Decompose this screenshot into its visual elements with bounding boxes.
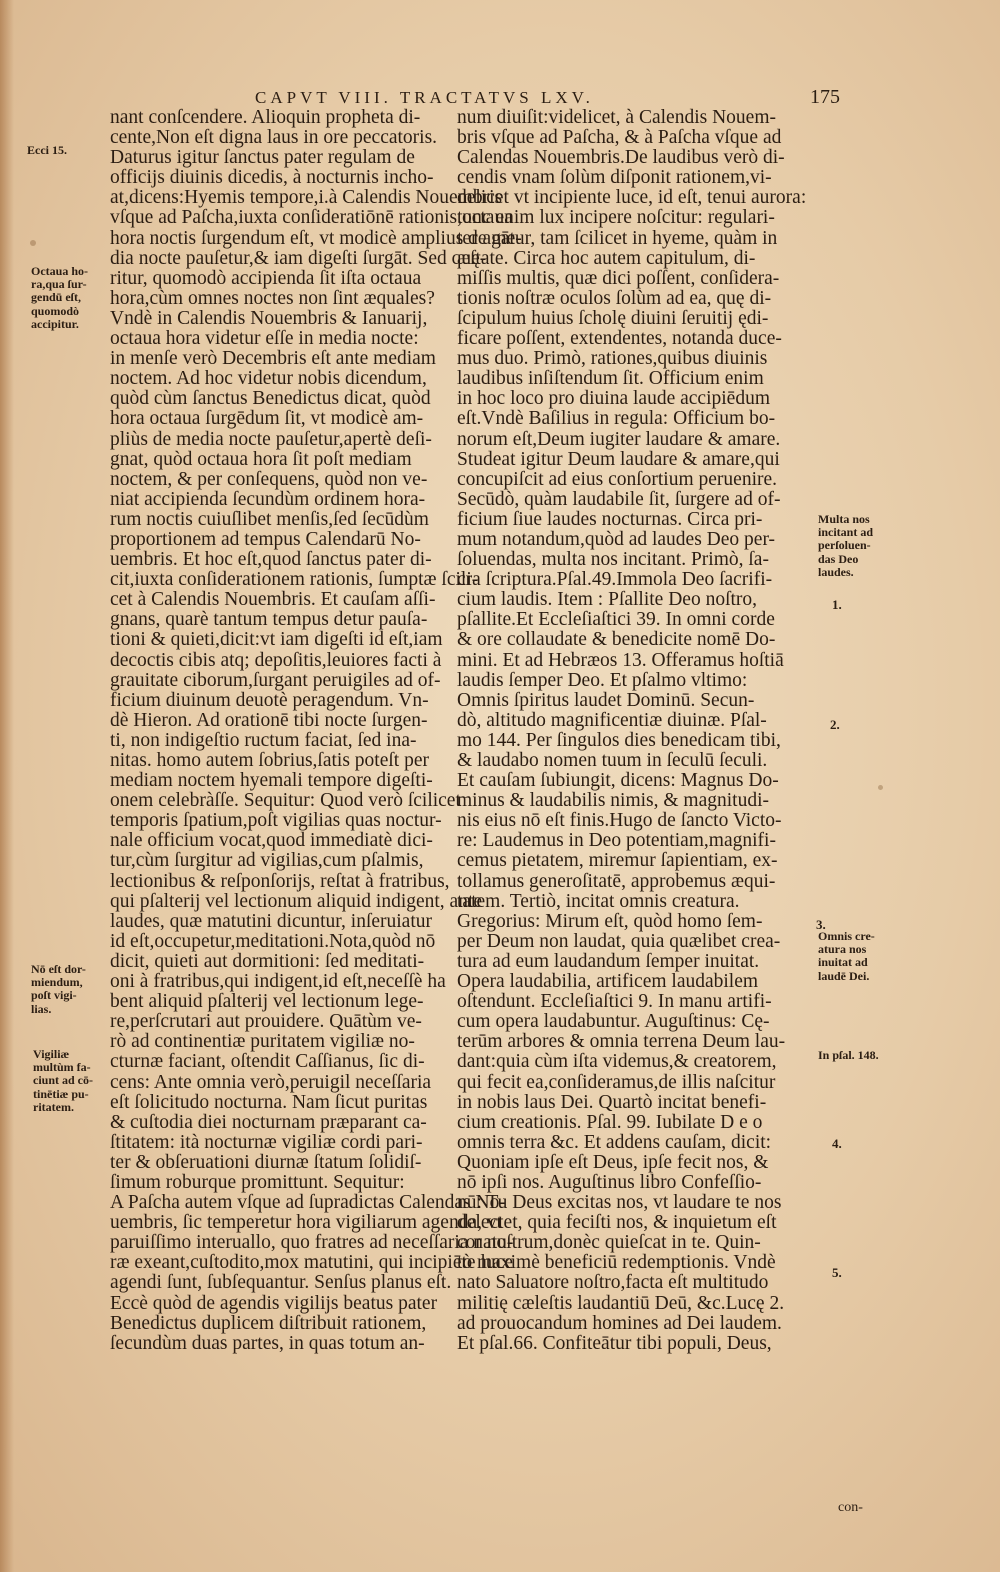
left-column-line: bent aliquid pſalterij vel lectionum lege-	[110, 991, 424, 1013]
right-column-line: mo 144. Per ſingulos dies benedicam tibi,	[457, 729, 781, 751]
left-column-line: in menſe verò Decembris eſt ante mediam	[110, 348, 436, 370]
left-column-line: A Paſcha autem vſque ad ſupradictas Calendas No-	[110, 1192, 506, 1214]
margin-note-line: Omnis cre-	[818, 929, 875, 943]
margin-note-line: Multa nos	[818, 512, 870, 526]
right-column-line: mus duo. Primò, rationes,quibus diuinis	[457, 348, 768, 370]
margin-note-line: das Deo	[818, 551, 859, 566]
margin-note-line: laudes.	[818, 564, 854, 579]
right-column-line: tatem. Tertiò, incitat omnis creatura.	[457, 890, 740, 912]
left-column-line: cente,Non eſt digna laus in ore peccatoris.	[110, 127, 438, 149]
margin-note-line: accipitur.	[31, 316, 79, 331]
right-column-line: in nobis laus Dei. Quartò incitat benefi-	[457, 1091, 767, 1113]
running-title: CAPVT VIII. TRACTATVS LXV.	[255, 88, 594, 107]
left-column-line: agendi ſunt, ſubſequantur. Senſus planus eſt.	[110, 1272, 452, 1294]
left-column-line: dia nocte pauſetur,& iam digeſti ſurgāt. Sed quę-	[110, 247, 487, 269]
margin-note	[27, 144, 67, 157]
left-column-line: at,dicens:Hyemis tempore,i.à Calendis Nouembris	[110, 187, 503, 209]
right-column-line: Calendas Nouembris.De laudibus verò di-	[457, 147, 785, 169]
margin-note-line: tinētiæ pu-	[33, 1086, 89, 1101]
margin-note-line: lias.	[31, 1001, 52, 1016]
margin-note-line: ciunt ad cō-	[33, 1073, 93, 1088]
left-column-line: grauitate ciborum,ſurgant peruigiles ad of-	[110, 669, 441, 691]
left-column-line: dicit, quieti aut dormitioni: ſed meditati-	[110, 950, 425, 972]
right-column-line: ter agātur, tam ſcilicet in hyeme, quàm in	[457, 227, 778, 249]
right-column-line: delectet, quia feciſti nos, & inquietum eſt	[457, 1212, 777, 1234]
margin-note-line: ritatem.	[33, 1099, 74, 1114]
margin-note-line: miendum,	[31, 975, 83, 990]
right-column-line: tura ad eum laudandum ſemper inuitat.	[457, 950, 760, 972]
margin-note-line: Vigiliæ	[33, 1047, 70, 1061]
right-column-line: omnis terra &c. Et addens cauſam, dicit:	[457, 1131, 772, 1153]
margin-note-line: atura nos	[818, 942, 867, 957]
page-spine-shadow	[0, 0, 14, 1572]
left-column-line: uembris. Et hoc eſt,quod ſanctus pater di-	[110, 549, 432, 571]
left-column-line: cit,iuxta conſiderationem rationis, ſumptæ ſcili-	[110, 569, 479, 591]
left-column-line: oni à fratribus,qui indigent,id eſt,neceſſè ha	[110, 971, 446, 993]
left-column-line: pliùs de media nocte pauſetur,apertè deſi-	[110, 428, 432, 450]
left-column-line: Daturus igitur ſanctus pater regulam de	[110, 147, 415, 169]
left-column-line: cturnæ faciant, oſtendit Caſſianus, ſic di-	[110, 1051, 425, 1073]
right-column-line: re: Laudemus in Deo potentiam,magnifi-	[457, 830, 776, 852]
left-column-line: temporis ſpatium,poſt vigilias quas noctur-	[110, 810, 442, 832]
right-column-line: æſtate. Circa hoc autem capitulum, di-	[457, 247, 756, 269]
right-column-line: minus & laudabilis nimis, & magnitudi-	[457, 790, 769, 812]
right-column-line: concupiſcit ad eius conſortium peruenire.	[457, 468, 778, 490]
right-column-line: cemus pietatem, miremur ſapientiam, ex-	[457, 850, 778, 872]
right-column-line: nis eius nō eſt finis.Hugo de ſancto Victo-	[457, 810, 782, 832]
right-column-line: cium laudis. Item : Pſallite Deo noſtro,	[457, 589, 758, 611]
margin-note-line: perſoluen-	[818, 538, 871, 553]
right-column-line: ad prouocandum homines ad Dei laudem.	[457, 1312, 782, 1334]
left-column-line: onem celebràſſe. Sequitur: Quod verò ſcilicet	[110, 790, 461, 812]
right-column-line: terūm arbores & omnia terrena Deum lau-	[457, 1031, 786, 1053]
right-column-line: Studeat igitur Deum laudare & amare,qui	[457, 448, 780, 470]
right-column-line: Omnis ſpiritus laudet Dominū. Secun-	[457, 689, 755, 711]
page-number: 175	[810, 86, 840, 108]
right-column-line: Et cauſam ſubiungit, dicens: Magnus Do-	[457, 770, 779, 792]
left-column-line: mediam noctem hyemali tempore digeſti-	[110, 770, 433, 792]
right-column-line: laudis ſemper Deo. Et pſalmo vltimo:	[457, 669, 748, 691]
left-column-line: ti, non indigeſtio ructum faciat, ſed ina-	[110, 729, 417, 751]
left-column-line: rò ad continentiæ puritatem vigiliæ no-	[110, 1031, 415, 1053]
margin-note-line: Nō eſt dor-	[31, 962, 86, 976]
right-column-line: Opera laudabilia, artificem laudabilem	[457, 971, 759, 993]
right-column-line: Gregorius: Mirum eſt, quòd homo ſem-	[457, 910, 763, 932]
left-column-line: id eſt,occupetur,meditationi.Nota,quòd nō	[110, 930, 436, 952]
left-column-line: ſtitatem: ità nocturnæ vigiliæ cordi pari-	[110, 1131, 423, 1153]
right-column-line: cendis vnam ſolùm diſponit rationem,vi-	[457, 167, 772, 189]
right-column-line: ſoluendas, multa nos incitant. Primò, ſa-	[457, 549, 769, 571]
margin-note	[818, 930, 875, 983]
margin-note-line: multùm fa-	[33, 1060, 91, 1075]
left-column-line: uembris, ſic temperetur hora vigiliarum agenda, vt	[110, 1212, 503, 1234]
left-column-line: ſecundùm duas partes, in quas totum an-	[110, 1332, 425, 1354]
margin-note-line: inuitat ad	[818, 955, 868, 970]
right-column-line: qui fecit ea,conſideramus,de illis naſcitur	[457, 1071, 776, 1093]
right-column-line: nato Saluatore noſtro,facta eſt multitudo	[457, 1272, 769, 1294]
left-column-line: nitas. homo autem ſobrius,ſatis poteſt per	[110, 750, 429, 771]
right-column-line: eſt.Vndè Baſilius in regula: Officium bo-	[457, 408, 776, 430]
margin-numeral: 5.	[832, 1265, 842, 1280]
margin-note-line: Ecci 15.	[27, 143, 67, 157]
right-column-line: nū: Tu Deus excitas nos, vt laudare te nos	[457, 1192, 782, 1214]
margin-note-line: ra,qua ſur-	[31, 277, 87, 292]
margin-note	[818, 1049, 879, 1062]
left-column-line: tioni & quieti,dicit:vt iam digeſti id eſt,iam	[110, 629, 443, 651]
right-column-line: Secūdò, quàm laudabile ſit, ſurgere ad of-	[457, 488, 781, 510]
right-column-line: ſcipulum huius ſcholę diuini ſeruitij ędi-	[457, 307, 769, 329]
right-column-line: tunc enim lux incipere noſcitur: regulari-	[457, 207, 775, 229]
margin-note	[31, 963, 86, 1016]
right-column-line: tionis noſtræ oculos ſolùm ad ea, quę di-	[457, 287, 772, 309]
right-column-line: in hoc loco pro diuina laude accipiēdum	[457, 388, 770, 410]
right-column-line: Et pſal.66. Confiteātur tibi populi, Deus,	[457, 1332, 772, 1354]
left-column-line: rum noctis cuiuſlibet menſis,ſed ſecūdùm	[110, 508, 429, 530]
left-column-line: dè Hieron. Ad orationē tibi nocte ſurgen-	[110, 709, 428, 731]
left-column-line: paruiſſimo interuallo, quo fratres ad neceſſaria natu-	[110, 1232, 514, 1254]
right-column-line: dò, altitudo magnificentiæ diuinæ. Pſal-	[457, 709, 767, 731]
ink-speck	[878, 785, 883, 790]
right-column-line: Quoniam ipſe eſt Deus, ipſe fecit nos, &	[457, 1151, 769, 1173]
right-column-line: & laudabo nomen tuum in ſeculū ſeculi.	[457, 750, 768, 771]
left-column-line: gnans, quarè tantum tempus detur pauſa-	[110, 609, 428, 631]
left-column-line: nale officium vocat,quod immediatè dici-	[110, 830, 433, 852]
right-column-line: num diuiſit:videlicet, à Calendis Nouem-	[457, 107, 776, 128]
right-column-line: delicet vt incipiente luce, id eſt, tenui aurora:	[457, 187, 807, 209]
right-column-line: nō ipſi nos. Auguſtinus libro Confeſſio-	[457, 1171, 762, 1193]
left-column-line: quòd cùm ſanctus Benedictus dicat, quòd	[110, 388, 431, 410]
ink-speck	[30, 240, 36, 246]
right-column-line: cum opera laudabuntur. Auguſtinus: Cę-	[457, 1011, 770, 1033]
right-column-line: tollamus generoſitatē, approbemus æqui-	[457, 870, 776, 892]
catchword: con-	[838, 1500, 863, 1515]
left-column-line: ræ exeant,cuſtodito,mox matutini, qui incipiēte luce	[110, 1252, 513, 1274]
left-column-line: proportionem ad tempus Calendarū No-	[110, 528, 421, 550]
left-column-line: vſque ad Paſcha,iuxta conſideratiōnē rationis,octaua	[110, 207, 513, 229]
right-column-line: cra ſcriptura.Pſal.49.Immola Deo ſacrifi-	[457, 569, 773, 591]
margin-note-line: In pſal. 148.	[818, 1048, 879, 1062]
right-column-line: bris vſque ad Paſcha, & à Paſcha vſque ad	[457, 127, 782, 149]
left-column-line: Benedictus duplicem diſtribuit rationem,	[110, 1312, 427, 1334]
left-column-line: Vndè in Calendis Nouembris & Ianuarij,	[110, 307, 428, 329]
left-column-line: noctem, & per conſequens, quòd non ve-	[110, 468, 428, 490]
right-column-line: & ore collaudate & benedicite nomē Do-	[457, 629, 776, 651]
left-column-line: octaua hora videtur eſſe in media nocte:	[110, 328, 419, 350]
left-column-line: qui pſalterij vel lectionum aliquid indigent, ante	[110, 890, 483, 912]
margin-note	[31, 265, 88, 331]
left-column-line: nant conſcendere. Alioquin propheta di-	[110, 107, 421, 128]
margin-numeral: 2.	[830, 717, 840, 732]
left-column-line: ficium diuinum deuotè peragendum. Vn-	[110, 689, 429, 711]
left-column-line: gnat, quòd octaua hora ſit poſt mediam	[110, 448, 412, 470]
right-column-line: norum eſt,Deum iugiter laudare & amare.	[457, 428, 781, 450]
margin-note-line: Octaua ho-	[31, 264, 88, 278]
right-column-line: cor noſtrum,donèc quieſcat in te. Quin-	[457, 1232, 761, 1254]
left-column-line: ſimum roburque promittunt. Sequitur:	[110, 1171, 405, 1193]
left-column-line: re,perſcrutari aut prouidere. Quātùm ve-	[110, 1011, 422, 1033]
left-column-line: noctem. Ad hoc videtur nobis dicendum,	[110, 368, 427, 390]
right-column-line: ficium ſiue laudes nocturnas. Circa pri-	[457, 508, 763, 530]
left-column-line: cet à Calendis Nouembris. Et cauſam aſſi-	[110, 589, 436, 611]
right-column-line: miſſis multis, quæ dici poſſent, conſidera-	[457, 267, 780, 289]
left-column-line: niat accipienda ſecundùm ordinem hora-	[110, 488, 426, 510]
right-column-line: mum notandum,quòd ad laudes Deo per-	[457, 528, 776, 550]
left-column-line: Eccè quòd de agendis vigilijs beatus pater	[110, 1292, 438, 1314]
left-column-line: laudes, quæ matutini dicuntur, inſeruiatur	[110, 910, 432, 932]
right-column-line: dant:quia cùm iſta videmus,& creatorem,	[457, 1051, 777, 1073]
margin-note-line: laudē Dei.	[818, 968, 870, 983]
right-column-line: militię cæleſtis laudantiū Deū, &c.Lucę 2.	[457, 1292, 785, 1314]
margin-numeral: 3.	[816, 917, 826, 932]
left-column-line: lectionibus & reſponſorijs, reſtat à fratribus,	[110, 870, 450, 892]
margin-note-line: poſt vigi-	[31, 988, 77, 1003]
margin-note-line: incitant ad	[818, 525, 874, 540]
left-column-line: ritur, quomodò accipienda ſit iſta octaua	[110, 267, 422, 289]
left-column-line: & cuſtodia diei nocturnam præparant ca-	[110, 1111, 427, 1133]
left-column-line: ter & obſeruationi diurnæ ſtatum ſolidiſ-	[110, 1151, 422, 1173]
right-column-line: ficare poſſent, extendentes, notanda duce-	[457, 328, 782, 350]
right-text-column	[457, 108, 811, 1354]
margin-note	[818, 513, 873, 579]
right-column-line: pſallite.Et Eccleſiaſtici 39. In omni corde	[457, 609, 775, 631]
margin-numeral: 1.	[832, 597, 842, 612]
left-text-column	[110, 107, 522, 1354]
right-column-line: oſtendunt. Eccleſiaſtici 9. In manu artifi-	[457, 991, 772, 1013]
margin-note-line: quomodò	[31, 303, 80, 318]
margin-note-line: gendū eſt,	[31, 290, 82, 305]
margin-numeral: 4.	[832, 1136, 842, 1151]
margin-note	[33, 1048, 93, 1114]
right-column-line: tò maximè beneficiū redemptionis. Vndè	[457, 1252, 776, 1274]
right-column-line: mini. Et ad Hebræos 13. Offeramus hoſtiā	[457, 649, 784, 671]
left-column-line: decoctis cibis atq; depoſitis,leuiores facti à	[110, 649, 442, 671]
left-column-line: hora noctis ſurgendum eſt, vt modicè amplius de me-	[110, 227, 522, 249]
left-column-line: hora octaua ſurgēdum ſit, vt modicè am-	[110, 408, 424, 430]
left-column-line: hora,cùm omnes noctes non ſint æquales?	[110, 287, 435, 309]
right-column-line: per Deum non laudat, quia quælibet crea-	[457, 930, 781, 952]
left-column-line: tur,cùm ſurgitur ad vigilias,cum pſalmis,	[110, 850, 424, 872]
left-column-line: eſt ſolicitudo nocturna. Nam ſicut puritas	[110, 1091, 428, 1113]
right-column-line: cium creationis. Pſal. 99. Iubilate D e o	[457, 1111, 763, 1133]
right-column-line: laudibus inſiſtendum ſit. Officium enim	[457, 368, 764, 390]
left-column-line: cens: Ante omnia verò,peruigil neceſſaria	[110, 1071, 432, 1093]
left-column-line: officijs diuinis dicedis, à nocturnis incho-	[110, 167, 434, 189]
